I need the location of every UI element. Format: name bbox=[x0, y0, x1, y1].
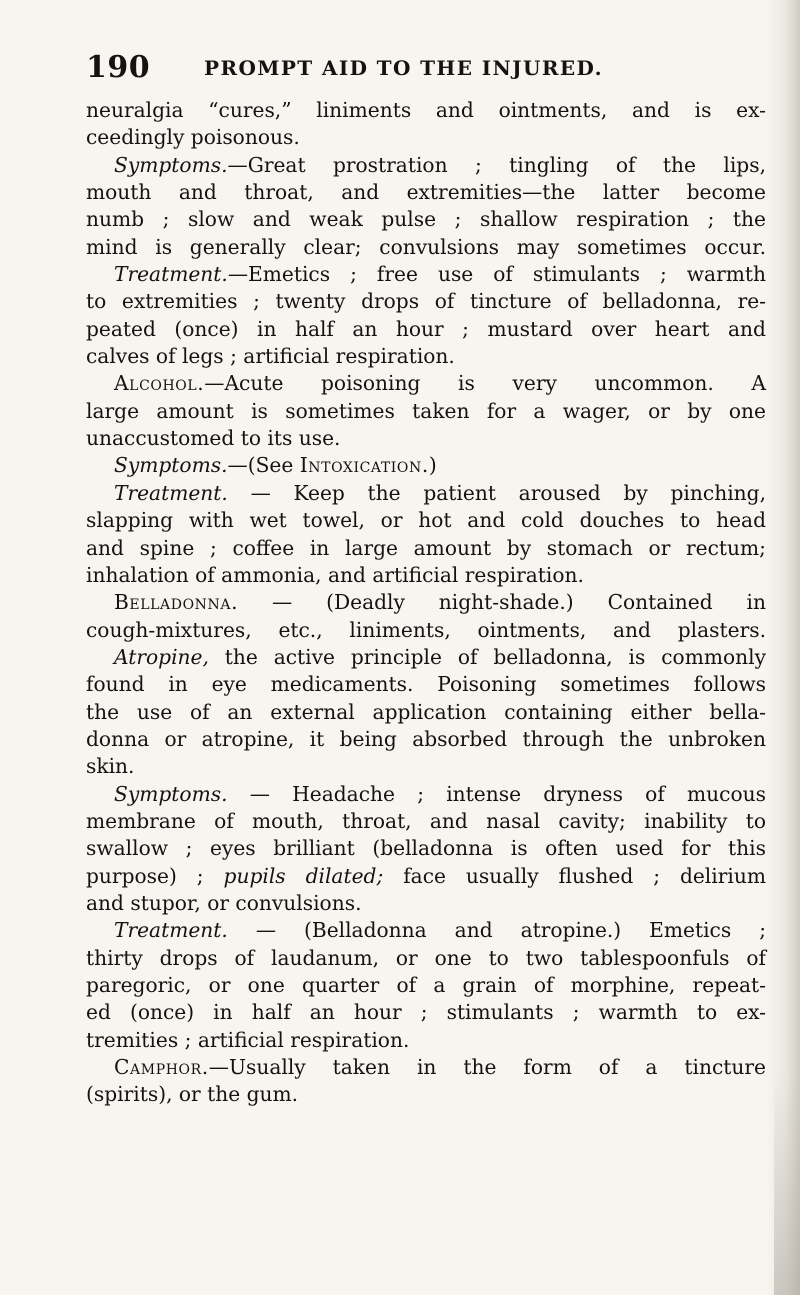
text-line bbox=[86, 152, 766, 179]
text-run: — Headache ; intense dryness of mucous bbox=[227, 781, 766, 806]
text-run: the active principle of belladonna, is commonly bbox=[208, 644, 766, 669]
text-line: donna or atropine, it being absorbed through the unbroken bbox=[86, 726, 766, 751]
text-line: numb ; slow and weak pulse ; shallow respiration ; the bbox=[86, 207, 766, 232]
emphasis: pupils dilated; bbox=[223, 863, 384, 888]
text-line bbox=[86, 261, 766, 288]
text-run: — (Belladonna and atropine.) Emetics ; bbox=[227, 918, 766, 943]
entry-heading: Alcohol. bbox=[114, 371, 205, 396]
body-text bbox=[86, 97, 766, 1109]
section-label: Symptoms. bbox=[114, 152, 228, 177]
text-run: —Acute poisoning is very uncommon. A bbox=[204, 371, 766, 396]
text-line bbox=[86, 781, 766, 808]
section-label: Treatment. bbox=[114, 480, 228, 505]
text-line bbox=[86, 1054, 766, 1081]
text-line: tremities ; artificial respiration. bbox=[86, 1027, 410, 1052]
text-line: slapping with wet towel, or hot and cold douches to head bbox=[86, 508, 766, 533]
page-number: 190 bbox=[86, 50, 151, 85]
text-line: skin. bbox=[86, 754, 135, 779]
entry-heading: Camphor. bbox=[114, 1055, 209, 1080]
text-line: inhalation of ammonia, and artificial respiration. bbox=[86, 562, 584, 587]
text-line: peated (once) in half an hour ; mustard over heart and bbox=[86, 316, 766, 341]
section-label: Treatment. bbox=[114, 918, 228, 943]
text-line: mind is generally clear; convulsions may sometimes occur. bbox=[86, 234, 766, 259]
text-line: (spirits), or the gum. bbox=[86, 1082, 299, 1107]
cross-reference: Intoxication. bbox=[299, 453, 429, 478]
text-line bbox=[86, 480, 766, 507]
text-line bbox=[86, 644, 766, 671]
section-label: Treatment. bbox=[114, 262, 228, 287]
text-line: ceedingly poisonous. bbox=[86, 125, 300, 150]
text-run: —Emetics ; free use of stimulants ; warmth bbox=[227, 262, 766, 287]
text-line bbox=[86, 589, 766, 616]
text-line: and stupor, or convulsions. bbox=[86, 890, 362, 915]
text-run: —Usually taken in the form of a tincture bbox=[208, 1055, 766, 1080]
text-run: ) bbox=[428, 453, 437, 478]
text-line bbox=[86, 452, 766, 479]
running-head: PROMPT AID TO THE INJURED. bbox=[204, 56, 603, 80]
section-label: Symptoms. bbox=[114, 781, 228, 806]
text-line: to extremities ; twenty drops of tincture of belladonna, re- bbox=[86, 289, 766, 314]
term-label: Atropine, bbox=[114, 644, 209, 669]
text-line bbox=[86, 863, 766, 890]
text-line: swallow ; eyes brilliant (belladonna is often used for this bbox=[86, 836, 766, 861]
text-run: — Keep the patient aroused by pinching, bbox=[227, 480, 766, 505]
text-line: paregoric, or one quarter of a grain of morphine, repeat- bbox=[86, 973, 766, 997]
text-run: — (Deadly night-shade.) Contained in bbox=[238, 590, 766, 615]
text-line: found in eye medicaments. Poisoning sometimes follows bbox=[86, 672, 766, 697]
text-run: —Great prostration ; tingling of the lips, bbox=[227, 152, 766, 177]
text-line: and spine ; coffee in large amount by stomach or rectum; bbox=[86, 535, 766, 560]
section-label: Symptoms. bbox=[114, 453, 228, 478]
text-line bbox=[86, 370, 766, 397]
text-line: membrane of mouth, throat, and nasal cavity; inability to bbox=[86, 808, 766, 833]
page-corner-shadow bbox=[774, 1075, 800, 1295]
text-run: face usually flushed ; delirium bbox=[383, 863, 766, 888]
text-line: neuralgia “cures,” liniments and ointments, and is ex- bbox=[86, 98, 766, 122]
text-line: unaccustomed to its use. bbox=[86, 426, 341, 451]
text-run: —(See bbox=[227, 453, 300, 478]
text-line: the use of an external application containing either bella- bbox=[86, 699, 766, 724]
page-header bbox=[86, 50, 766, 85]
text-line: cough-mixtures, etc., liniments, ointments, and plasters. bbox=[86, 617, 766, 642]
entry-heading: Belladonna. bbox=[114, 590, 239, 615]
text-line: ed (once) in half an hour ; stimulants ; warmth to ex- bbox=[86, 1000, 766, 1025]
text-line: large amount is sometimes taken for a wager, or by one bbox=[86, 398, 766, 423]
text-line: thirty drops of laudanum, or one to two tablespoonfuls of bbox=[86, 945, 766, 970]
text-line: mouth and throat, and extremities—the latter become bbox=[86, 180, 766, 205]
text-run: purpose) ; bbox=[86, 863, 224, 888]
text-line: calves of legs ; artificial respiration. bbox=[86, 344, 455, 369]
text-line bbox=[86, 917, 766, 944]
